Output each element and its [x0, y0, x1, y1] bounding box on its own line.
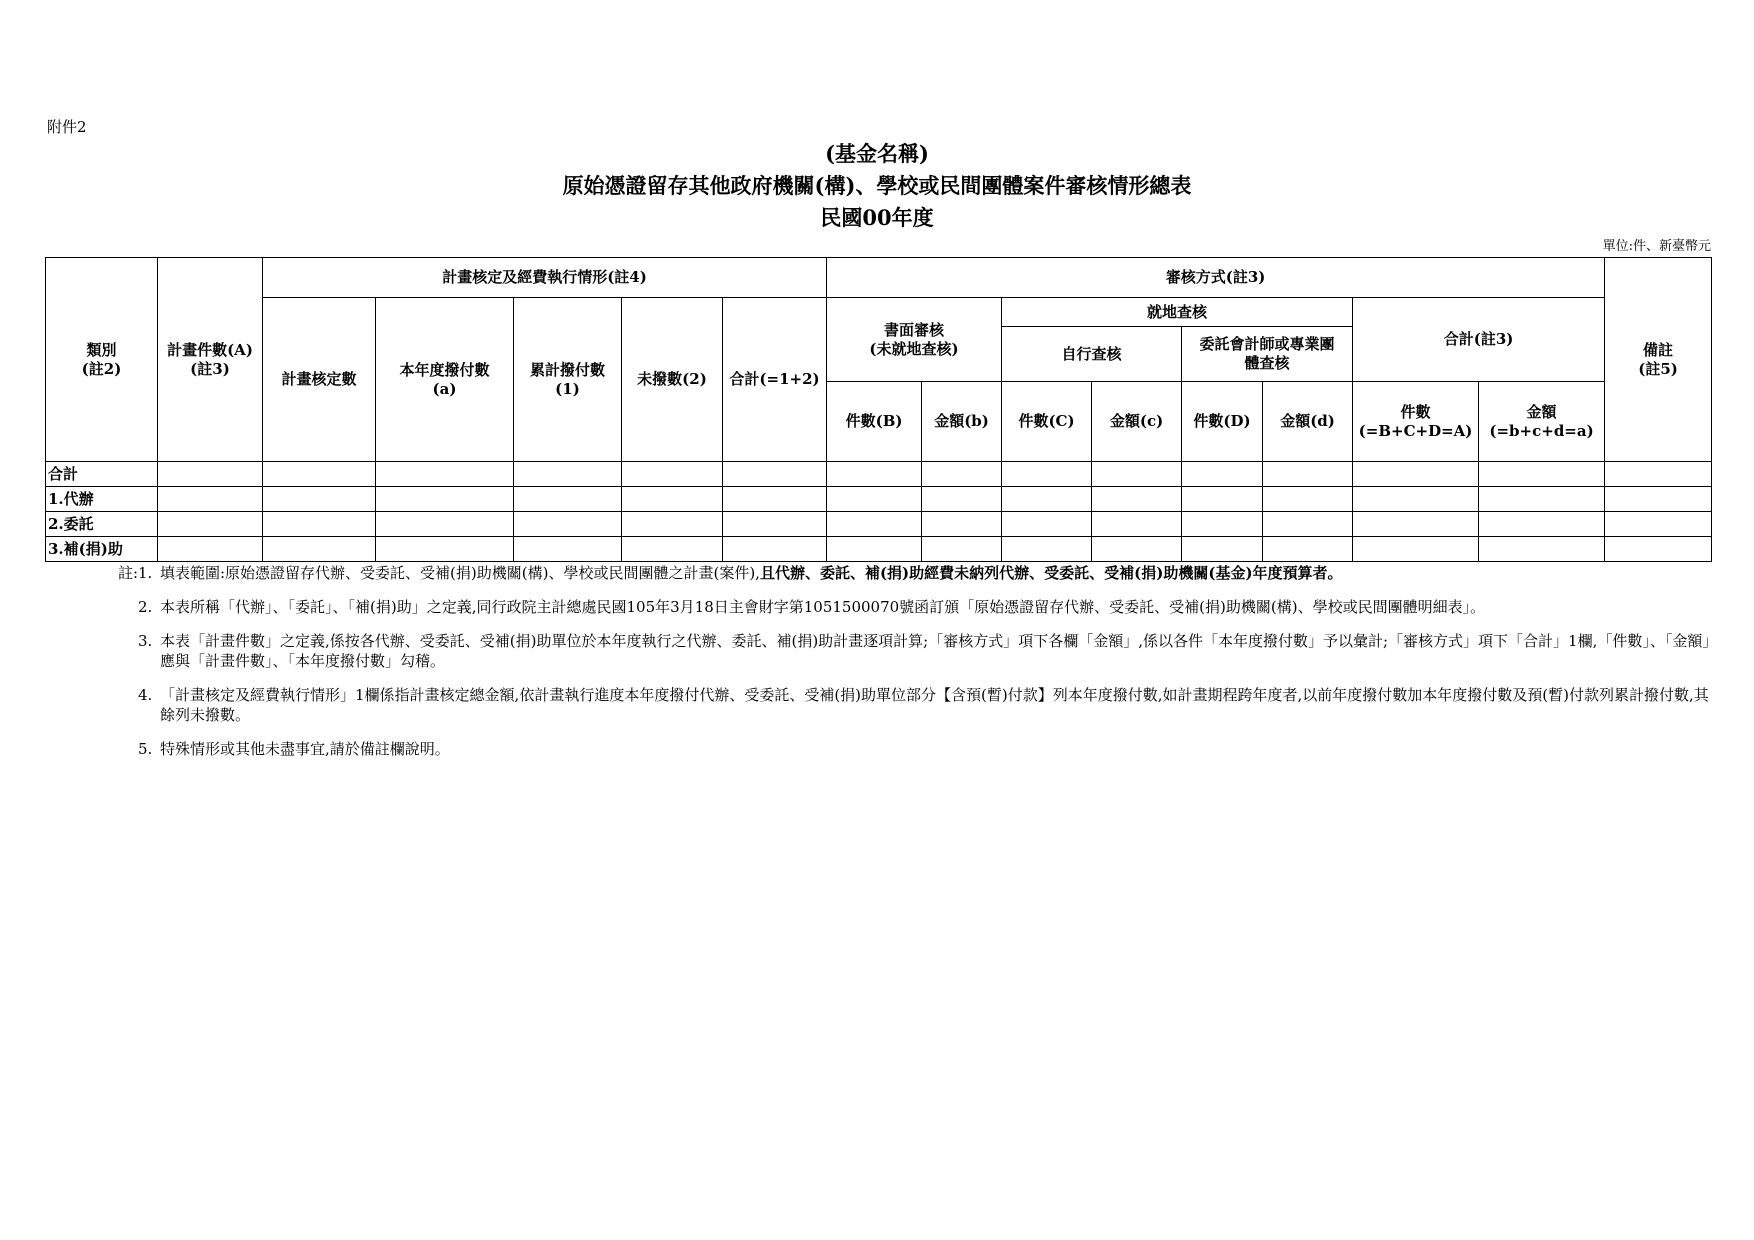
cell	[158, 512, 263, 537]
header-amount-b: 金額(b)	[922, 382, 1002, 462]
unit-label: 單位:件、新臺幣元	[1602, 239, 1711, 254]
note-text: 本表所稱「代辦」、「委託」、「補(捐)助」之定義,同行政院主計總處民國105年3月18日主會財字第1051500070號函訂頒「原始憑證留存代辦、受委託、受補(捐)助機關(構)、學校或民間團體明細表」。	[160, 598, 1486, 616]
header-total-count: 件數 (=B+C+D=A)	[1353, 382, 1479, 462]
row-label-total: 合計	[46, 462, 158, 487]
cell	[1605, 462, 1712, 487]
cell	[1353, 512, 1479, 537]
cell	[1353, 487, 1479, 512]
cell	[263, 487, 376, 512]
cell	[1002, 537, 1092, 562]
cell	[1605, 487, 1712, 512]
cell	[1002, 512, 1092, 537]
cell	[514, 462, 622, 487]
note-number: 5.	[138, 740, 153, 758]
fund-name: (基金名稱)	[825, 141, 929, 166]
cell	[1092, 487, 1182, 512]
header-written-review: 書面審核 (未就地查核)	[827, 298, 1002, 382]
row-label-commission: 2.委託	[46, 512, 158, 537]
note-number: 2.	[138, 598, 153, 616]
header-remarks: 備註 (註5)	[1605, 258, 1712, 462]
header-this-year-paid: 本年度撥付數 (a)	[376, 298, 514, 462]
note-item	[96, 563, 1716, 583]
cell	[723, 537, 827, 562]
header-total-amount: 金額 (=b+c+d=a)	[1479, 382, 1605, 462]
header-count-c: 件數(C)	[1002, 382, 1092, 462]
note-number: 1.	[138, 564, 153, 582]
row-label-agency: 1.代辦	[46, 487, 158, 512]
review-summary-table	[45, 257, 1712, 562]
header-category: 類別 (註2)	[46, 258, 158, 462]
header-unpaid: 未撥數(2)	[622, 298, 723, 462]
cell	[1002, 462, 1092, 487]
attachment-label: 附件2	[47, 118, 87, 136]
note-number: 3.	[138, 632, 153, 650]
cell	[922, 537, 1002, 562]
cell	[514, 537, 622, 562]
table-row	[46, 512, 1712, 537]
cell	[1092, 462, 1182, 487]
cell	[1092, 512, 1182, 537]
note-text: 本表「計畫件數」之定義,係按各代辦、受委託、受補(捐)助單位於本年度執行之代辦、委託、補(捐)助計畫逐項計算;「審核方式」項下各欄「金額」,係以各件「本年度撥付數」予以彙計;「審核方式」項下「合計」1欄,「件數」、「金額」應與「計畫件數」、「本年度撥付數」勾稽。	[160, 632, 1710, 670]
cell	[1182, 462, 1263, 487]
cell	[1263, 537, 1353, 562]
cell	[1002, 487, 1092, 512]
header-approved: 計畫核定數	[263, 298, 376, 462]
cell	[1263, 487, 1353, 512]
header-review-group: 審核方式(註3)	[827, 258, 1605, 298]
note-bold-text: 且代辦、委託、補(捐)助經費未納列代辦、受委託、受補(捐)助機關(基金)年度預算者。	[759, 564, 1343, 582]
notes-prefix: 註:	[117, 564, 138, 582]
cell	[1605, 537, 1712, 562]
cell	[1263, 462, 1353, 487]
header-execution-group: 計畫核定及經費執行情形(註4)	[263, 258, 827, 298]
report-title: 原始憑證留存其他政府機關(構)、學校或民間團體案件審核情形總表	[562, 173, 1192, 198]
cell	[376, 512, 514, 537]
cell	[827, 462, 922, 487]
cell	[158, 487, 263, 512]
header-cpa-check: 委託會計師或專業團 體查核	[1182, 327, 1353, 382]
cell	[1605, 512, 1712, 537]
header-review-total: 合計(註3)	[1353, 298, 1605, 382]
note-text: 填表範圍:原始憑證留存代辦、受委託、受補(捐)助機關(構)、學校或民間團體之計畫(案件),且代辦、委託、補(捐)助經費未納列代辦、受委託、受補(捐)助機關(基金)年度預算者。	[160, 564, 1343, 582]
cell	[158, 462, 263, 487]
cell	[622, 512, 723, 537]
cell	[1479, 512, 1605, 537]
header-exec-total: 合計(=1+2)	[723, 298, 827, 462]
table-row	[46, 487, 1712, 512]
note-text: 「計畫核定及經費執行情形」1欄係指計畫核定總金額,依計畫執行進度本年度撥付代辦、受委託、受補(捐)助單位部分【含預(暫)付款】列本年度撥付數,如計畫期程跨年度者,以前年度撥付數加本年度撥付數及預(暫)付款列累計撥付數,其餘列未撥數。	[160, 686, 1709, 724]
cell	[723, 462, 827, 487]
cell	[1182, 537, 1263, 562]
report-year: 民國00年度	[820, 205, 934, 230]
cell	[723, 512, 827, 537]
cell	[622, 462, 723, 487]
row-label-subsidy: 3.補(捐)助	[46, 537, 158, 562]
header-plan-count: 計畫件數(A) (註3)	[158, 258, 263, 462]
cell	[376, 487, 514, 512]
header-amount-d: 金額(d)	[1263, 382, 1353, 462]
cell	[1353, 462, 1479, 487]
cell	[622, 487, 723, 512]
note-item	[96, 739, 1716, 759]
cell	[158, 537, 263, 562]
note-item	[96, 631, 1716, 671]
header-count-b: 件數(B)	[827, 382, 922, 462]
note-text: 特殊情形或其他未盡事宜,請於備註欄說明。	[160, 740, 450, 758]
table-row	[46, 462, 1712, 487]
cell	[514, 512, 622, 537]
header-self-check: 自行查核	[1002, 327, 1182, 382]
cell	[263, 512, 376, 537]
cell	[1479, 537, 1605, 562]
cell	[1182, 487, 1263, 512]
cell	[514, 487, 622, 512]
cell	[827, 487, 922, 512]
cell	[922, 462, 1002, 487]
cell	[827, 537, 922, 562]
header-count-d: 件數(D)	[1182, 382, 1263, 462]
header-onsite-review: 就地查核	[1002, 298, 1353, 327]
table-row	[46, 537, 1712, 562]
cell	[1353, 537, 1479, 562]
note-item	[96, 597, 1716, 617]
cell	[622, 537, 723, 562]
cell	[1182, 512, 1263, 537]
cell	[723, 487, 827, 512]
header-amount-c: 金額(c)	[1092, 382, 1182, 462]
note-item	[96, 685, 1716, 725]
cell	[376, 462, 514, 487]
cell	[1479, 462, 1605, 487]
notes-section	[96, 563, 1716, 773]
cell	[922, 512, 1002, 537]
header-cumulative-paid: 累計撥付數 (1)	[514, 298, 622, 462]
cell	[1092, 537, 1182, 562]
cell	[1263, 512, 1353, 537]
cell	[263, 462, 376, 487]
cell	[263, 537, 376, 562]
cell	[922, 487, 1002, 512]
cell	[827, 512, 922, 537]
cell	[376, 537, 514, 562]
note-number: 4.	[138, 686, 153, 704]
report-titles	[0, 138, 1754, 234]
cell	[1479, 487, 1605, 512]
